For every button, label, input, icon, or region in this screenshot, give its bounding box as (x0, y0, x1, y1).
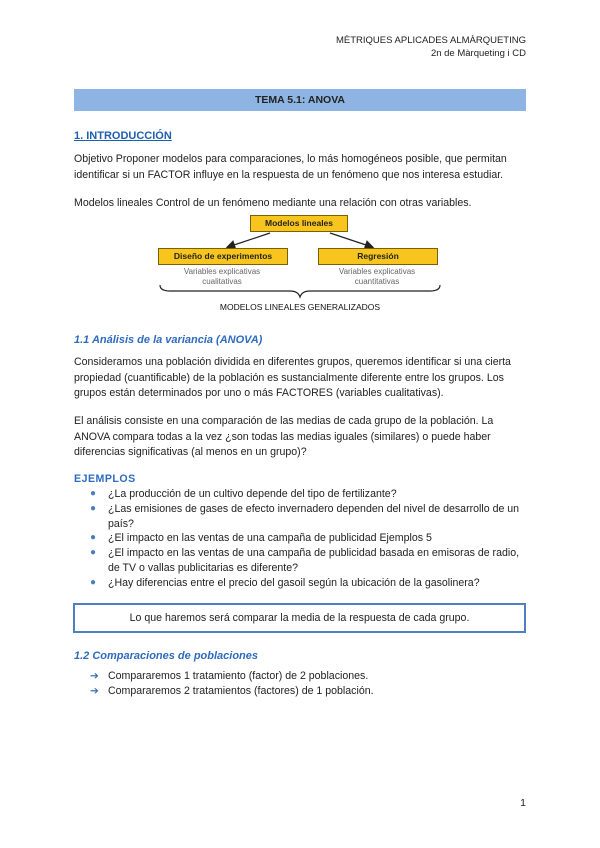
diagram-box-experiment-design: Diseño de experimentos (158, 248, 288, 265)
examples-list (74, 487, 529, 591)
bullet-icon: ● (90, 488, 97, 499)
diagram-right-subtitle: Variables explicativas cuantitativas (338, 267, 416, 286)
section-heading-comparaciones: 1.2 Comparaciones de poblaciones (74, 650, 259, 662)
diagram-caption: MODELOS LINEALES GENERALIZADOS (219, 302, 381, 312)
linear-models-diagram (150, 213, 450, 316)
diagram-box-linear-models: Modelos lineales (250, 215, 348, 232)
intro-objective-paragraph: Objetivo Proponer modelos para comparaciones, lo más homogéneos posible, que permitan identificar si un FACTOR influye en la respuesta de un fenómeno que nos interesa estudiar. (74, 153, 507, 181)
highlight-box: Lo que haremos será comparar la media de la respuesta de cada grupo. (73, 603, 526, 633)
anova-paragraph-1: Consideramos una población dividida en diferentes grupos, queremos identificar si una cierta propiedad (cuantificable) de la población es sustancialmente diferente entre los grupos. Los grupos están determinados por uno o más FACTORES (variables cualitativas). (74, 356, 511, 400)
section-heading-introduccion: 1. INTRODUCCIÓN (74, 130, 172, 142)
arrow-to-experiment-design (228, 233, 270, 247)
bullet-icon: ● (90, 532, 97, 544)
arrow-right-icon: ➔ (90, 670, 99, 682)
arrow-right-icon: ➔ (90, 685, 99, 697)
list-item: ● ¿El impacto en las ventas de una campaña de publicidad Ejemplos 5 (90, 532, 432, 545)
header-course-subtitle: 2n de Màrqueting i CD (430, 48, 526, 59)
bullet-icon: ● (90, 502, 97, 514)
list-item: ● ¿El impacto en las ventas de una campaña de publicidad basada en emisoras de radio, de TV o vallas publicitarias es diferente? (90, 547, 520, 574)
examples-heading: EJEMPLOS (74, 473, 136, 485)
comparisons-list (74, 669, 529, 699)
section-heading-anova: 1.1 Análisis de la variancia (ANOVA) (74, 334, 263, 346)
intro-linear-models-paragraph: Modelos lineales Control de un fenómeno mediante una relación con otras variables. (74, 197, 472, 209)
list-item: ➔ Compararemos 2 tratamientos (factores) de 1 población. (90, 685, 374, 697)
list-item: ➔ Compararemos 1 tratamiento (factor) de 2 poblaciones. (90, 670, 369, 682)
header-course-title: MÈTRIQUES APLICADES ALMÀRQUETING (335, 35, 526, 46)
list-item: ● ¿Las emisiones de gases de efecto invernadero dependen del nivel de desarrollo de un país? (90, 502, 520, 530)
list-item: ● ¿Hay diferencias entre el precio del gasoil según la ubicación de la gasolinera? (90, 576, 480, 589)
arrow-to-regression (330, 233, 372, 247)
diagram-left-subtitle: Variables explicativas cualitativas (183, 267, 261, 286)
diagram-box-regression: Regresión (318, 248, 438, 265)
bullet-icon: ● (90, 547, 97, 559)
anova-paragraph-2: El análisis consiste en una comparación de las medias de cada grupo de la población. La ANOVA compara todas a la vez ¿son todas las medias iguales (similares) o puede haber diferencias significativas (al menos en un grupo)? (74, 415, 494, 459)
page-title: TEMA 5.1: ANOVA (74, 89, 526, 111)
bullet-icon: ● (90, 576, 97, 588)
page-number: 1 (520, 797, 526, 809)
list-item: ● ¿La producción de un cultivo depende del tipo de fertilizante? (90, 488, 397, 500)
